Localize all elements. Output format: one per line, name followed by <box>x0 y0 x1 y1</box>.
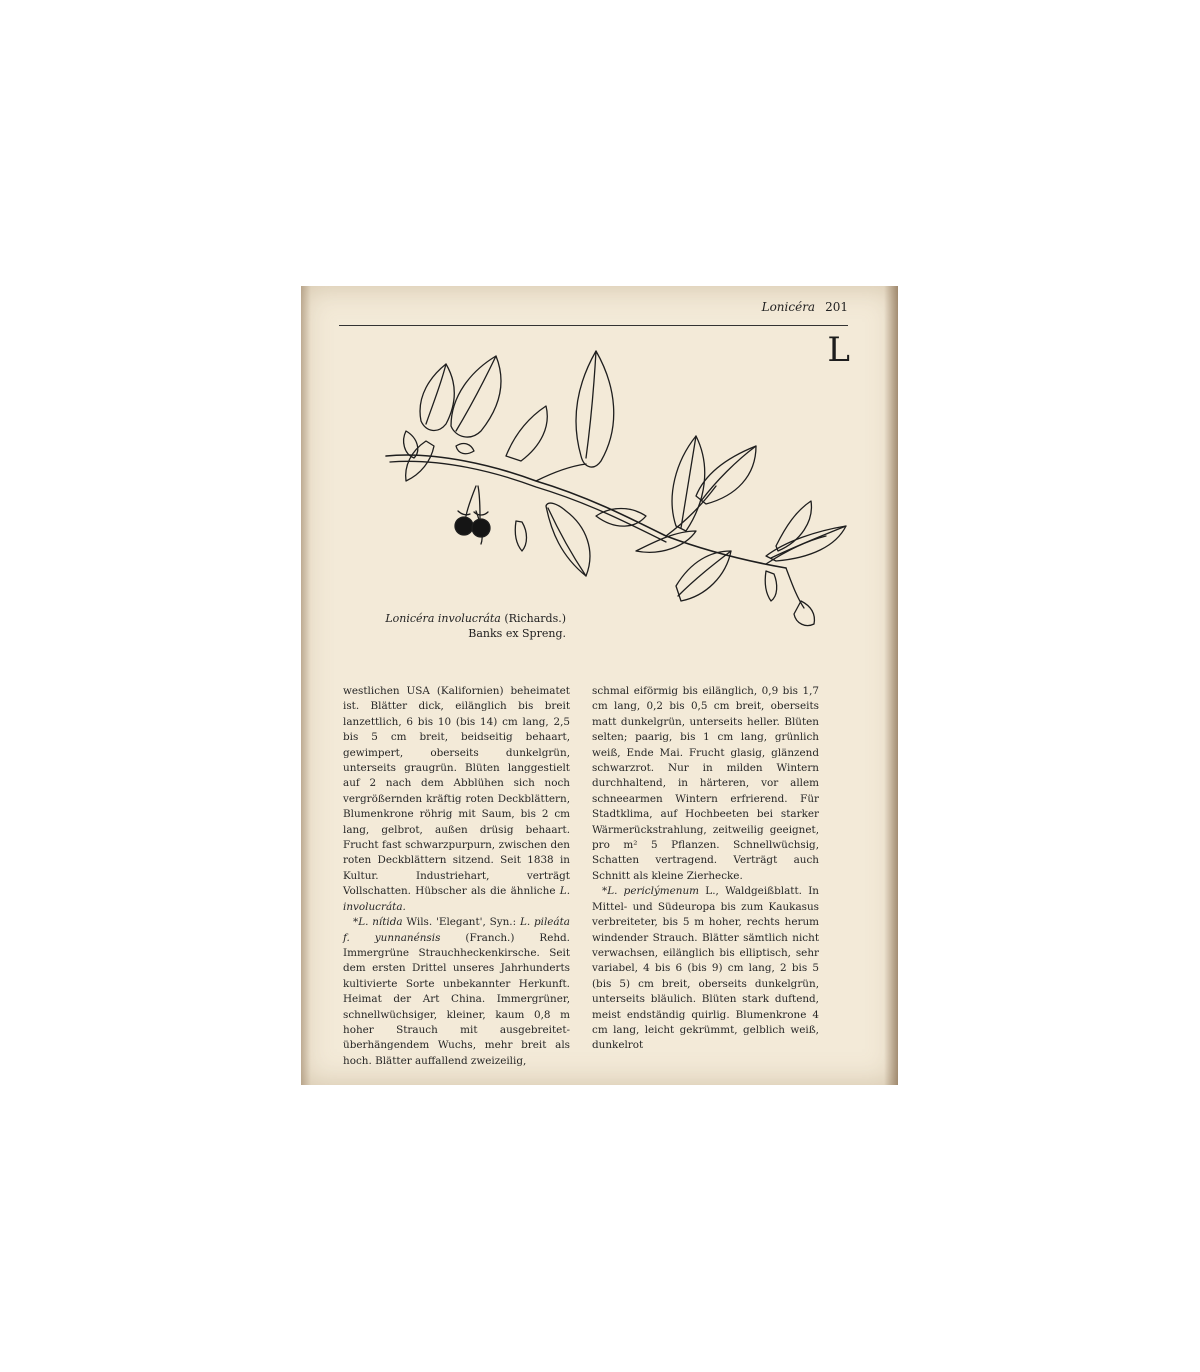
entry-text: Wils. 'Elegant', Syn.: <box>402 916 520 929</box>
entry-text: L., Waldgeißblatt. In Mittel- und Südeuropa bis zum Kaukasus verbreiteter, bis 5 m hoher, rechts herum windender Strauch. Blätter sämtlich nicht verwachsen, eilänglich bis elliptisch, sehr variabel, 4 bis 6 (bis 9) cm lang, 2 bis 5 (bis 5) cm breit, oberseits dunkelgrün, unterseits bläulich. Blüten stark duftend, meist endständig quirlig. Blumenkrone 4 cm lang, leicht gekrümmt, gelblich weiß, dunkelrot <box>592 885 819 1052</box>
caption-authority-line2: Banks ex Spreng. <box>468 627 566 640</box>
text-column-right <box>592 684 819 1054</box>
paragraph <box>343 684 570 915</box>
page-right-shadow <box>884 286 898 1085</box>
entry-text: (Franch.) Rehd. Immergrüne Strauchheckenkirsche. Seit dem ersten Drittel unseres Jahrhunderts kultivierte Sorte unbekannter Herkunft. Heimat der Art China. Immergrüner, schnellwüchsiger, kleiner, kaum 0,8 m hoher Strauch mit ausgebreitet-überhängendem Wuchs, mehr breit als hoch. Blätter auffallend zweizeilig, <box>343 931 570 1067</box>
header-rule <box>339 325 848 326</box>
text-column-left <box>343 684 570 1069</box>
entry-lonicera-periclymenum <box>592 884 819 1053</box>
running-head <box>762 300 848 314</box>
paragraph-text: westlichen USA (Kalifornien) beheimatet ist. Blätter dick, eilänglich bis breit lanzettlich, 6 bis 10 (bis 14) cm lang, 2,5 bis 5 cm breit, beidseitig behaart, gewimpert, oberseits dunkelgrün, unterseits graugrün. Blüten langgestielt auf 2 nach dem Abblühen sich noch vergrößernden kräftig roten Deckblättern, Blumenkrone röhrig mit Saum, bis 2 cm lang, gelbrot, außen drüsig behaart. Frucht fast schwarzpurpurn, zwischen den roten Deckblättern sitzend. Seit 1838 in Kultur. Industriehart, verträgt Vollschatten. Hübscher als die ähnliche <box>343 685 570 898</box>
paragraph-text: schmal eiförmig bis eilänglich, 0,9 bis 1,7 cm lang, 0,2 bis 0,5 cm breit, oberseits matt dunkelgrün, unterseits heller. Blüten selten; paarig, bis 1 cm lang, grünlich weiß, Ende Mai. Frucht glasig, glänzend schwarzrot. Nur in milden Wintern durchhaltend, in härteren, vor allem schneearmen Wintern erfrierend. Für Stadtklima, auf Hochbeeten bei starker Wärmerückstrahlung, zeitweilig geeignet, pro m² 5 Pflanzen. Schnellwüchsig, Schatten vertragend. Verträgt auch Schnitt als kleine Zierhecke. <box>592 685 819 882</box>
entry-species-name: L. periclýmenum <box>607 885 700 898</box>
book-page <box>301 286 898 1085</box>
running-title: Lonicéra <box>761 300 816 314</box>
caption-authority: (Richards.) <box>500 612 566 625</box>
entry-star: * <box>353 916 359 929</box>
entry-star: * <box>602 885 608 898</box>
caption-species: Lonicéra involucráta <box>385 612 501 625</box>
section-letter: L <box>827 330 850 370</box>
honeysuckle-illustration <box>346 346 866 646</box>
paragraph <box>592 684 819 884</box>
entry-lonicera-nitida <box>343 915 570 1069</box>
entry-species-name: L. nítida <box>358 916 403 929</box>
figure-caption <box>371 611 566 641</box>
paragraph-italic: L. involucráta. <box>343 885 570 913</box>
page-number: 201 <box>825 300 848 314</box>
entry-synonym: L. pileáta f. yunnanénsis <box>343 916 570 944</box>
page-left-shadow <box>301 286 311 1085</box>
